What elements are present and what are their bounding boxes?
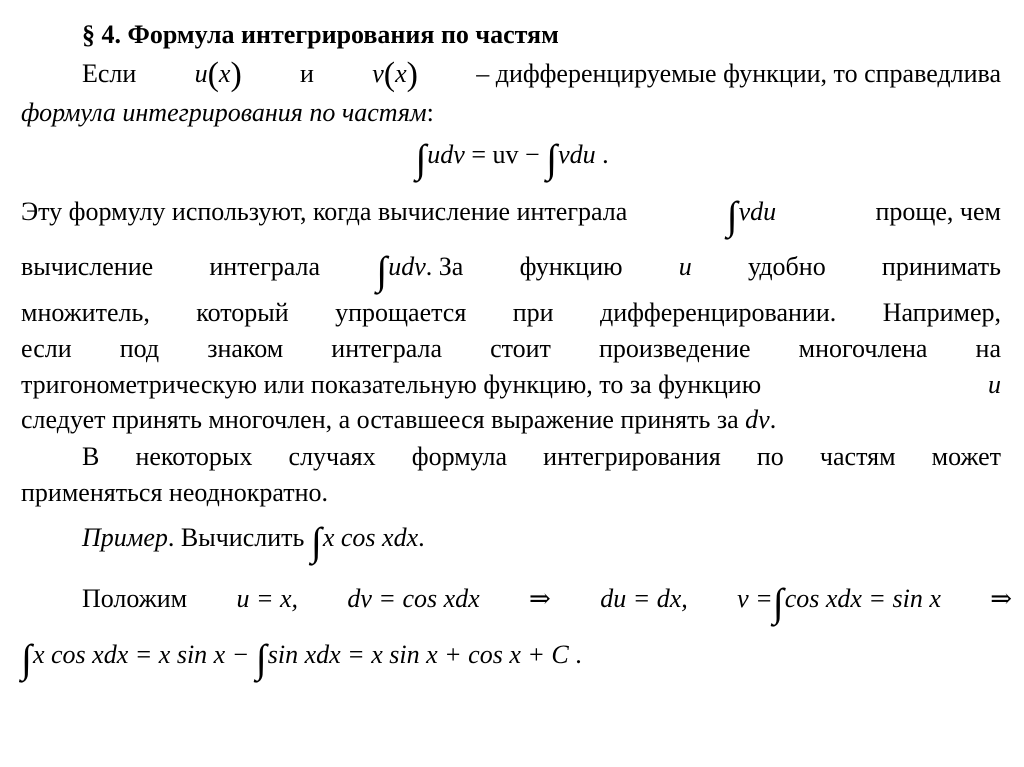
intro-line-1 bbox=[82, 56, 1001, 93]
para2-line-2: применяться неоднократно. bbox=[21, 478, 329, 507]
para1-line-1: Эту формулу используют, когда вычисление интеграла ∫vdu проще, чем bbox=[21, 193, 1001, 238]
integral-sign-icon: ∫ bbox=[726, 193, 738, 238]
para1-line-3: множитель, который упрощается при дифференцировании. Например, bbox=[21, 298, 1001, 327]
integral-sign-icon: ∫ bbox=[376, 248, 388, 293]
example-label: Пример bbox=[82, 523, 168, 552]
integral-sign-icon: ∫ bbox=[415, 136, 427, 181]
implies-arrow-icon: ⇒ bbox=[529, 584, 551, 613]
section-title: § 4. Формула интегрирования по частям bbox=[82, 20, 559, 49]
para2-line-1: В некоторых случаях формула интегрирования по частям может bbox=[82, 442, 1001, 471]
para1-line-6: следует принять многочлен, а оставшееся выражение принять за dv. bbox=[21, 405, 777, 434]
substitution-line: Положим u = x, dv = cos xdx ⇒ du = dx, v =∫cos xdx = sin x ⇒ bbox=[82, 580, 1012, 625]
word-and: и bbox=[300, 59, 314, 88]
integral-sign-icon: ∫ bbox=[255, 636, 267, 681]
inline-integral-udv: ∫udv. За bbox=[376, 248, 464, 293]
para1-line-2: вычисление интеграла ∫udv. За функцию u удобно принимать bbox=[21, 248, 1001, 293]
integral-sign-icon: ∫ bbox=[546, 136, 558, 181]
v-of-x: v(x) bbox=[372, 56, 418, 93]
result-line: ∫x cos xdx = x sin x − ∫sin xdx = x sin x + cos x + C . bbox=[21, 636, 582, 681]
word-if: Если bbox=[82, 59, 137, 88]
main-formula: ∫udv = uv − ∫vdu . bbox=[415, 136, 609, 181]
example-line: Пример. Вычислить ∫x cos xdx. bbox=[82, 519, 425, 564]
para1-line-4: если под знаком интеграла стоит произведение многочлена на bbox=[21, 334, 1001, 363]
inline-integral-vdu: ∫vdu bbox=[726, 193, 777, 238]
intro-line-2: формула интегрирования по частям: bbox=[21, 98, 434, 127]
formula-name: формула интегрирования по частям bbox=[21, 98, 427, 127]
integral-sign-icon: ∫ bbox=[310, 519, 322, 564]
implies-arrow-icon: ⇒ bbox=[990, 584, 1012, 613]
para1-line-5: тригонометрическую или показательную функцию, то за функцию u bbox=[21, 370, 1001, 399]
intro-tail: – дифференцируемые функции, то справедлива bbox=[476, 59, 1001, 88]
integral-sign-icon: ∫ bbox=[21, 636, 32, 681]
integral-sign-icon: ∫ bbox=[772, 580, 784, 625]
v-formula: v =∫cos xdx = sin x bbox=[737, 580, 941, 625]
u-of-x: u(x) bbox=[194, 56, 242, 93]
